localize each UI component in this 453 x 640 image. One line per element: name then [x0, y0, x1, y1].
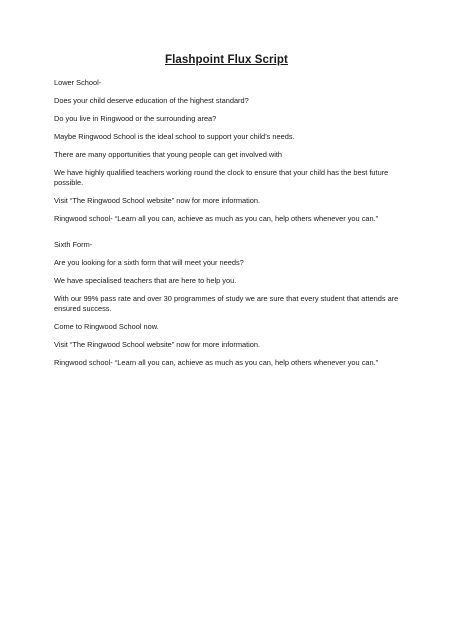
- sixth-form-paragraph: We have specialised teachers that are here to help you.: [54, 276, 237, 285]
- sixth-form-paragraph: Come to Ringwood School now.: [54, 322, 159, 331]
- sixth-form-paragraph: Are you looking for a sixth form that will meet your needs?: [54, 258, 244, 267]
- document-title: Flashpoint Flux Script: [165, 54, 288, 66]
- sixth-form-paragraph: Visit “The Ringwood School website” now for more information.: [54, 340, 261, 349]
- sixth-form-paragraph: Ringwood school- “Learn all you can, achieve as much as you can, help others whenever you can.”: [54, 358, 379, 367]
- lower-school-paragraph: Does your child deserve education of the highest standard?: [54, 96, 249, 105]
- lower-school-paragraph: Maybe Ringwood School is the ideal school to support your child’s needs.: [54, 132, 295, 141]
- sixth-form-paragraph: With our 99% pass rate and over 30 programmes of study we are sure that every student that attends are ensured success.: [54, 294, 399, 313]
- lower-school-paragraph: Visit “The Ringwood School website” now for more information.: [54, 196, 261, 205]
- lower-school-paragraph: Do you live in Ringwood or the surrounding area?: [54, 114, 217, 123]
- lower-school-paragraph: There are many opportunities that young people can get involved with: [54, 150, 283, 159]
- sixth-form-section: [54, 240, 404, 376]
- lower-school-section: [54, 78, 404, 232]
- lower-school-heading: Lower School-: [54, 78, 102, 87]
- lower-school-paragraph: Ringwood school- “Learn all you can, achieve as much as you can, help others whenever you can.”: [54, 214, 379, 223]
- sixth-form-heading: Sixth Form-: [54, 240, 93, 249]
- lower-school-paragraph: We have highly qualified teachers working round the clock to ensure that your child has the best future possible.: [54, 168, 389, 187]
